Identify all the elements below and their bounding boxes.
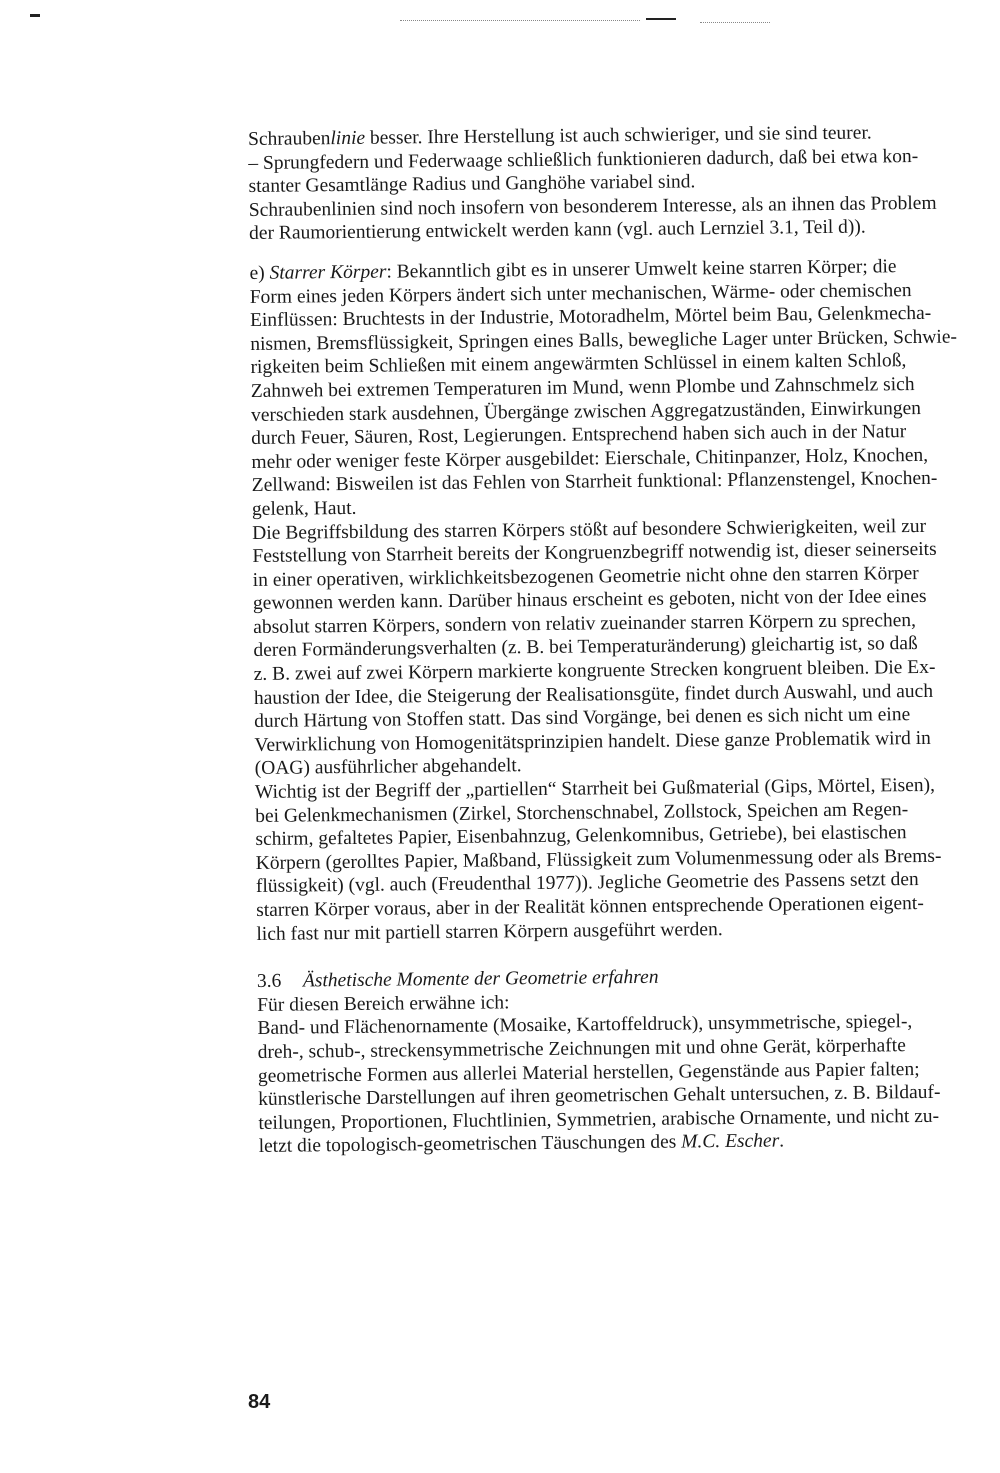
text-line: (OAG) ausführlicher abgehandelt. [254,755,522,780]
text-line: Form eines jeden Körpers ändert sich unter mechanischen, Wärme- oder chemischen [249,279,912,308]
text-line: Schraubenlinie besser. Ihre Herstellung ist auch schwieriger, und sie sind teurer. [248,122,872,150]
paragraph-helix [248,120,991,246]
text-line: Einflüssen: Bruchtests in der Industrie, Motoradhelm, Mörtel beim Bau, Gelenkmecha- [249,303,932,332]
text-line: schirm, gefaltetes Papier, Eisenbahnzug, Gelenkomnibus, Getriebe), bei elastischen [255,822,907,851]
text-line: Für diesen Bereich erwähne ich: [257,992,510,1016]
text-line: in einer operativen, wirklichkeitsbezogenen Geometrie nicht ohne den starren Körper [252,562,919,591]
text-line: dreh-, schub-, streckensymmetrische Zeichnungen mit und ohne Gerät, körperhafte [257,1035,906,1063]
text-line: geometrische Formen aus allerlei Material herstellen, Gegenstände aus Papier falten; [257,1058,920,1087]
text-line: durch Feuer, Säuren, Rost, Legierungen. Entsprechend haben sich auch in der Natur [251,421,907,450]
text-line: durch Härtung von Stoffen statt. Das sind Vorgänge, bei denen es sich nicht um eine [254,704,911,733]
text-line: Schraubenlinien sind noch insofern von besonderem Interesse, als an ihnen das Problem [248,192,937,221]
text-line: deren Formänderungsverhalten (z. B. bei Temperaturänderung) gleichartig ist, so daß [253,633,918,662]
text-line: Band- und Flächenornamente (Mosaike, Kartoffeldruck), unsymmetrische, spiegel-, [257,1011,913,1040]
text-line: Feststellung von Starrheit bereits der Kongruenzbegriff notwendig ist, dieser seinerseits [252,538,937,568]
text-line: – Sprungfedern und Federwaage schließlich funktionieren dadurch, daß bei etwa kon- [248,145,919,174]
text-line: verschieden stark ausdehnen, Übergänge zwischen Aggregatzuständen, Einwirkungen [250,397,922,426]
scan-artifact-top-dash [646,18,676,20]
text-line: z. B. zwei auf zwei Körpern markierte kongruente Strecken kongruent bleiben. Die Ex- [253,656,936,686]
text-line: letzt die topologisch-geometrischen Täuschungen des M.C. Escher. [258,1130,785,1158]
paragraph-concept-formation [252,514,997,781]
section-aesthetic [257,962,1000,1159]
text-line: Wichtig ist der Begriff der „partiellen“ Starrheit bei Gußmaterial (Gips, Mörtel, Eisen), [254,774,936,803]
scan-artifact-top-dots [400,20,640,21]
text-line: bei Gelenkmechanismen (Zirkel, Storchenschnabel, Zollstock, Speichen am Regen- [255,798,909,827]
text-line: flüssigkeit) (vgl. auch (Freudenthal 1977)). Jegliche Geometrie des Passens setzt den [255,869,919,898]
paragraph-rigid-body [249,254,994,521]
text-line: mehr oder weniger feste Körper ausgebildet: Eierschale, Chitinpanzer, Holz, Knochen, [251,444,929,473]
text-line: Zellwand: Bisweilen ist das Fehlen von Starrheit funktional: Pflanzenstengel, Knochen- [251,468,938,497]
page-number: 84 [248,1391,271,1413]
text-line: Die Begriffsbildung des starren Körpers stößt auf besondere Schwierigkeiten, weil zur [252,515,927,544]
text-line: absolut starren Körpers, sondern von relativ zueinander starren Körpern zu sprechen, [253,609,917,638]
text-line: Körpern (gerolltes Papier, Maßband, Flüssigkeit zum Volumenmessung oder als Brems- [255,845,942,874]
text-line: Zahnweh bei extremen Temperaturen im Mund, wenn Plombe und Zahnschmelz sich [250,373,915,402]
section-title: Ästhetische Momente der Geometrie erfahren [302,966,659,992]
text-line: stanter Gesamtlänge Radius und Ganghöhe variabel sind. [248,171,696,198]
text-line: nismen, Bremsflüssigkeit, Springen eines Balls, bewegliche Lager unter Brücken, Schwie- [250,326,958,355]
text-line: gewonnen werden kann. Darüber hinaus erscheint es geboten, nicht von der Idee eines [252,586,927,615]
text-line: Verwirklichung von Homogenitätsprinzipien handelt. Diese ganze Problematik wird in [254,727,931,756]
text-line: der Raumorientierung entwickelt werden kann (vgl. auch Lernziel 3.1, Teil d)). [248,216,866,245]
scan-artifact-left [30,14,40,17]
scan-artifact-right-dots [700,22,770,23]
text-line: starren Körper voraus, aber in der Realität können entsprechende Operationen eigent- [256,892,924,921]
text-line: künstlerische Darstellungen auf ihren geometrischen Gehalt untersuchen, z. B. Bildauf- [258,1081,941,1111]
text-line: rigkeiten beim Schließen mit einem angewärmten Schlüssel in einem kalten Schloß, [250,350,907,379]
text-line: teilungen, Proportionen, Fluchtlinien, Symmetrien, arabische Ornamente, und nicht zu- [258,1105,940,1134]
page-body [248,120,1000,1159]
text-line: haustion der Idee, die Steigerung der Realisationsgüte, findet durch Auswahl, und auch [253,680,934,709]
paragraph-partial-rigidity [255,773,999,946]
text-line: gelenk, Haut. [251,497,357,520]
section-number: 3.6 [256,970,282,993]
text-line: lich fast nur mit partiell starren Körpern ausgeführt werden. [256,918,723,945]
text-line: e) Starrer Körper: Bekanntlich gibt es in unserer Umwelt keine starren Körper; die [249,256,897,284]
